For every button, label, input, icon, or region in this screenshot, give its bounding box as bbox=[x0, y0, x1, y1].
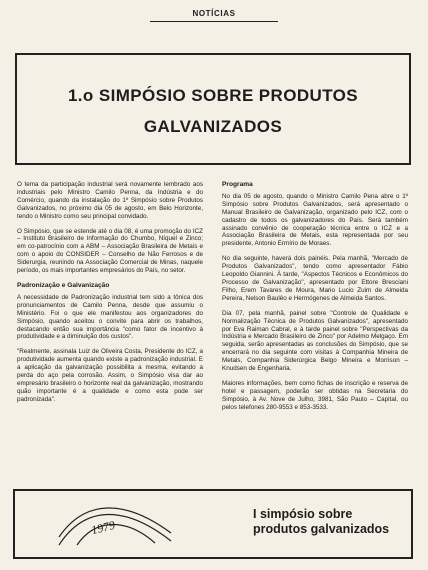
section-heading-programa: Programa bbox=[222, 181, 253, 188]
section-header: NOTÍCIAS bbox=[150, 9, 278, 22]
page-title-line2: GALVANIZADOS bbox=[143, 117, 283, 136]
section-heading-padronizacao: Padronização e Galvanização bbox=[17, 281, 110, 289]
dia07-paragraph: Dia 07, pela manhã, painel sobre "Controle de Qualidade e Normalização Técnica de Produtos Galvanizados", apresentado por Eva Raiman Cabral, e à tarde painel sobre "Perspectivas da Indústria e Mercado Brasileiro de Zinco" por Adelmo Melgaço. Em seguida, serão apresentadas as conclusões do Simpósio, que se encerrará no dia seguinte com visitas à Companhia Mineira de Metais, Companhia Siderúrgica Belgo Mineira e Morrison – Knudsen de Engenharia. bbox=[222, 309, 408, 373]
title-box bbox=[15, 53, 411, 165]
padronizacao-paragraph: A necessidade de Padronização industrial tem sido a tônica dos pronunciamentos de Camilo Penna, desde que assumiu o Ministério. Foi o que ele manifestou aos organizadores do Simpósio, quando aceitou o convite para abrir os trabalhos, destacando então sua importância "como fator de incentivo à produtividade e a diminuição dos custos". bbox=[17, 293, 203, 341]
right-column bbox=[222, 181, 408, 419]
paineis-paragraph: No dia seguinte, haverá dois painéis. Pela manhã, "Mercado de Produtos Galvanizados", tendo como apresentador Fábio Leopoldo Giannini. À tarde, "Aspectos Técnicos e Econômicos do Processo de Galvanização", apresentado por Ettore Bresciani Filho, Erem Tavares de Moura, Mario Lucio Zuim de Almeida Pereira, Nelson Baulêo e Hermógenes de Almeida Santos. bbox=[222, 255, 408, 302]
programa-paragraph: No dia 05 de agosto, quando o Ministro Camilo Pena abre o 1º Simpósio sobre Produtos Galvanizados, será apresentado o Manual Brasileiro de Galvanização, organizado pelo ICZ, com o cadastro de todos os galvanizadores do País. Será também assinado convênio de cooperação técnica entre o ICZ e a Associação Brasileira de Metais, esta representada por seu presidente, Antonio Ermírio de Moraes. bbox=[222, 192, 408, 248]
banner-title-line2: produtos galvanizados bbox=[253, 522, 390, 536]
banner-title-line1: I simpósio sobre bbox=[253, 507, 353, 521]
symposium-logo bbox=[55, 501, 175, 549]
promo-paragraph: O Simpósio, que se estende até o dia 08, é uma promoção do ICZ – Instituto Brasileiro de Informação do Chumbo, Níquel e Zinco; em co-patrocínio com a ABM – Associação Brasileira de Metais e com o apoio do CONSIDER – Conselho de Não Ferrosos e de Siderurgia, reunindo na Associação Comercial de Minas, naquele período, os mais importantes empresários do País, no setor. bbox=[17, 227, 203, 275]
left-column bbox=[17, 181, 203, 411]
intro-paragraph: O tema da participação industrial será novamente lembrado aos industriais pelo Ministro Camilo Penna, da Indústria e do Comércio, quando da instalação do 1º Simpósio sobre Produtos Galvanizados, no próximo dia 05 de agosto, em Belo Horizonte, tendo o Ministro como seu principal convidado. bbox=[17, 181, 203, 220]
quote-paragraph: "Realmente, assinala Luiz de Oliveira Costa, Presidente do ICZ, a produtividade aumenta quando existe a padronização industrial. E a aplicação da galvanização possibilita a mesma, evitando a perda do aço pela corrosão. Assim, o Simpósio visa dar ao empresário brasileiro o horizonte real da galvanização, mostrando quão importante é a qualidade e como esta pode ser padronizada". bbox=[17, 348, 203, 403]
logo-year: 1979 bbox=[89, 517, 117, 538]
event-banner bbox=[13, 489, 413, 559]
page-title-line1: 1.o SIMPÓSIO SOBRE PRODUTOS bbox=[67, 86, 359, 105]
banner-title bbox=[253, 507, 389, 537]
info-paragraph: Maiores informações, bem como fichas de inscrição e reserva de hotel e passagem, poderão ser obtidas na Secretaria do Simpósio, à Av. Nove de Julho, 3981, São Paulo – Capital, ou pelos telefones 280-9553 e 853-3533. bbox=[222, 379, 408, 411]
